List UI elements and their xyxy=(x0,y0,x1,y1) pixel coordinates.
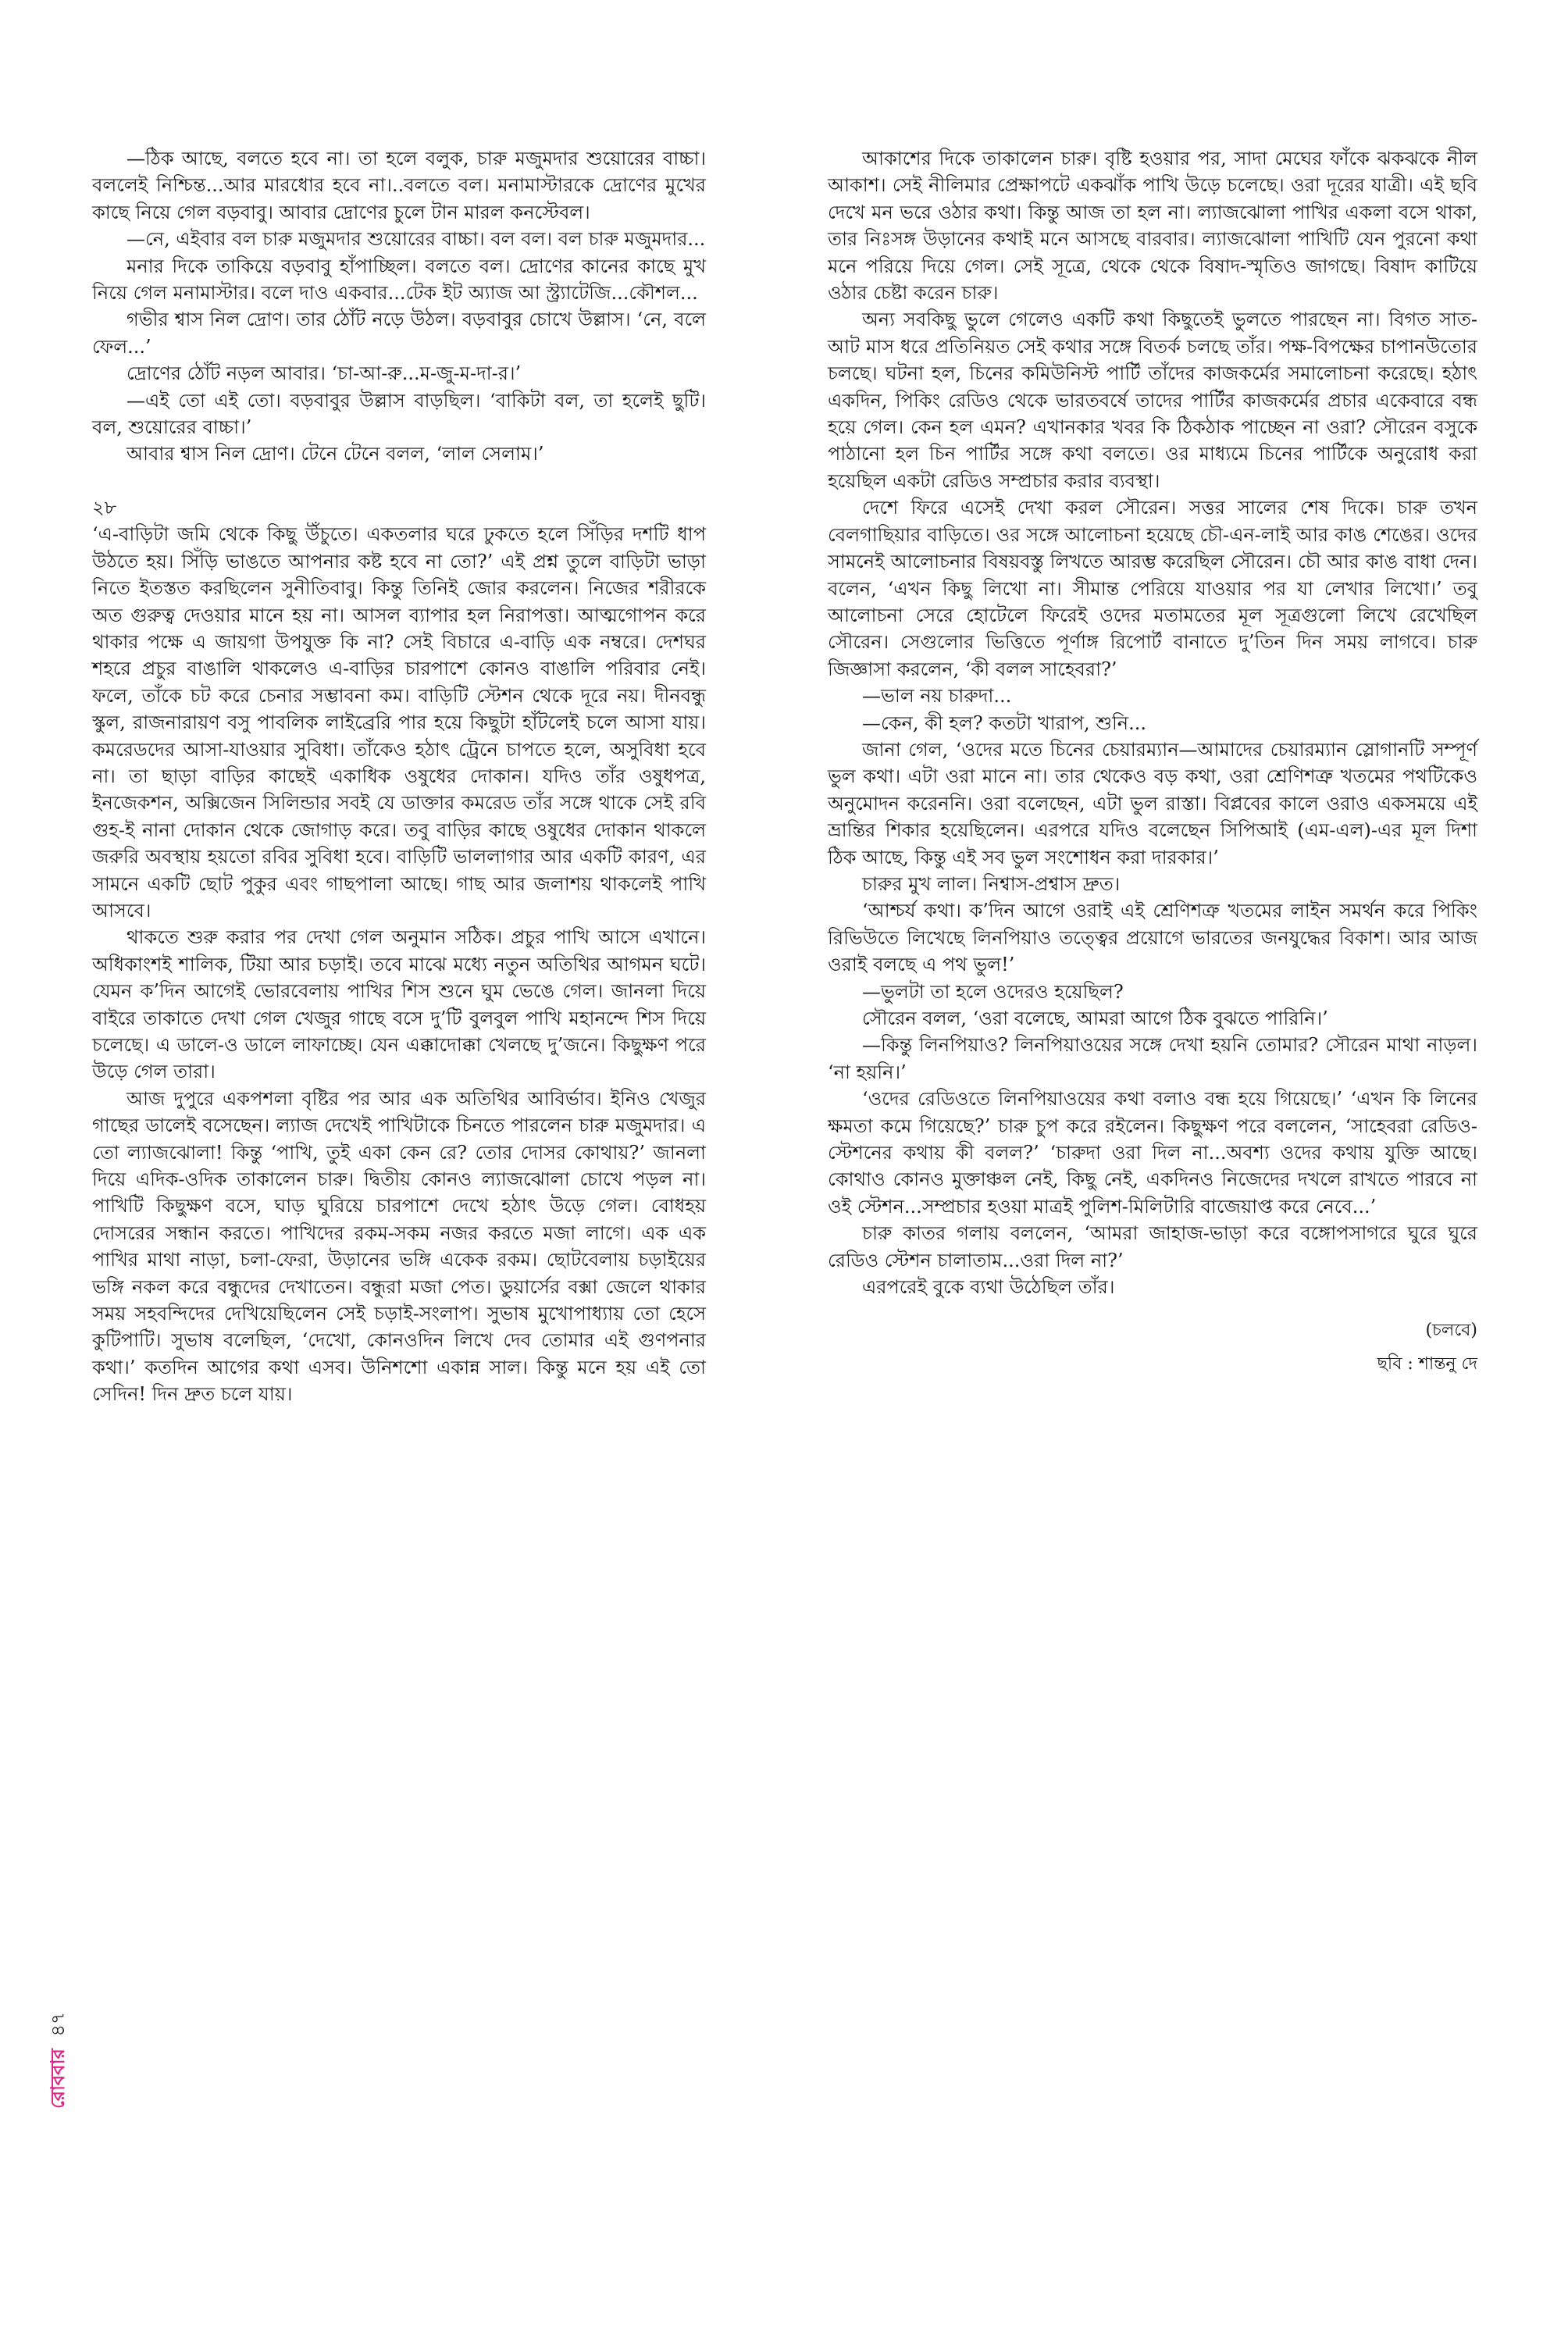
page-footer xyxy=(42,1851,73,2109)
paragraph: —ঠিক আছে, বলতে হবে না। তা হলে বলুক, চারু মজুমদার শুয়োরের বাচ্চা। বললেই নিশ্চিন্ত...আর মারধোর হবে না।..বলতে বল। মনামাস্টারকে দ্রোণের মুখের কাছে নিয়ে গেল বড়বাবু। আবার দ্রোণের চুলে টান মারল কনস্টেবল। xyxy=(92,148,706,223)
paragraph: —কেন, কী হল? কতটা খারাপ, শুনি... xyxy=(862,711,1147,734)
paragraph: ‘এ-বাড়িটা জমি থেকে কিছু উঁচুতে। একতলার ঘরে ঢুকতে হলে সিঁড়ির দশটি ধাপ উঠতে হয়। সিঁড়ি ভাঙতে আপনার কষ্ট হবে না তো?’ এই প্রশ্ন তুলে বাড়িটা ভাড়া নিতে ইতস্তত করছিলেন সুনীতিবাবু। কিন্তু তিনিই জোর করলেন। নিজের শরীরকে অত গুরুত্ব দেওয়ার মানে হয় না। আসল ব্যাপার হল নিরাপত্তা। আত্মগোপন করে থাকার পক্ষে এ জায়গা উপযুক্ত কি না? সেই বিচারে এ-বাড়ি এক নম্বরে। দেশঘর শহরে প্রচুর বাঙালি থাকলেও এ-বাড়ির চারপাশে কোনও বাঙালি পরিবার নেই। ফলে, তাঁকে চট করে চেনার সম্ভাবনা কম। বাড়িটি স্টেশন থেকে দূরে নয়। দীনবন্ধু স্কুল, রাজনারায়ণ বসু পাবলিক লাইব্রেরি পার হয়ে কিছুটা হাঁটলেই চলে আসা যায়। কমরেডদের আসা-যাওয়ার সুবিধা। তাঁকেও হঠাৎ ট্রেনে চাপতে হলে, অসুবিধা হবে না। তা ছাড়া বাড়ির কাছেই একাধিক ওষুধের দোকান। যদিও তাঁর ওষুধপত্র, ইনজেকশন, অক্সিজেন সিলিন্ডার সবই যে ডাক্তার কমরেড তাঁর সঙ্গে থাকে সেই রবি গুহ-ই নানা দোকান থেকে জোগাড় করে। তবু বাড়ির কাছে ওষুধের দোকান থাকলে জরুরি অবস্থায় হয়তো রবির সুবিধা হবে। বাড়িটি ভাললাগার আর একটি কারণ, এর সামনে একটি ছোট পুকুর এবং গাছপালা আছে। গাছ আর জলাশয় থাকলেই পাখি আসবে। xyxy=(92,523,706,922)
right-column xyxy=(828,145,1477,1378)
paragraph: —ভাল নয় চারুদা... xyxy=(862,685,1012,708)
paragraph: —নে, এইবার বল চারু মজুমদার শুয়োরের বাচ্চা। বল বল। বল চারু মজুমদার... xyxy=(127,228,706,251)
paragraph: —কিন্তু লিনপিয়াও? লিনপিয়াওয়ের সঙ্গে দেখা হয়নি তোমার? সৌরেন মাথা নাড়ল। ‘না হয়নি।’ xyxy=(828,1034,1477,1083)
paragraph: ‘আশ্চর্য কথা। ক’দিন আগে ওরাই এই শ্রেণিশত্রু খতমের লাইন সমর্থন করে পিকিং রিভিউতে লিখেছে লিনপিয়াও তত্ত্বের প্রয়োগে ভারতের জনযুদ্ধের বিকাশ। আর আজ ওরাই বলছে এ পথ ভুল!’ xyxy=(828,900,1477,976)
paragraph: —এই তো এই তো। বড়বাবুর উল্লাস বাড়ছিল। ‘বাকিটা বল, তা হলেই ছুটি। বল, শুয়োরের বাচ্চা।’ xyxy=(92,389,706,439)
continued-note: (চলবে) xyxy=(1425,1321,1477,1341)
paragraph: —ভুলটা তা হলে ওদেরও হয়েছিল? xyxy=(862,980,1124,1003)
magazine-name: রোববার xyxy=(47,2049,69,2109)
paragraph: আবার শ্বাস নিল দ্রোণ। টেনে টেনে বলল, ‘লাল সেলাম।’ xyxy=(127,443,544,465)
paragraph: চারু কাতর গলায় বললেন, ‘আমরা জাহাজ-ভাড়া করে বঙ্গোপসাগরে ঘুরে ঘুরে রেডিও স্টেশন চালাতাম...ওরা দিল না?’ xyxy=(828,1222,1477,1271)
page-number: ৪৭ xyxy=(47,2012,69,2037)
paragraph: থাকতে শুরু করার পর দেখা গেল অনুমান সঠিক। প্রচুর পাখি আসে এখানে। অধিকাংশই শালিক, টিয়া আর চড়াই। তবে মাঝে মধ্যে নতুন অতিথির আগমন ঘটে। যেমন ক’দিন আগেই ভোরবেলায় পাখির শিস শুনে ঘুম ভেঙে গেল। জানলা দিয়ে বাইরে তাকাতে দেখা গেল খেজুর গাছে বসে দু’টি বুলবুল পাখি মহানন্দে শিস দিয়ে চলেছে। এ ডালে-ও ডালে লাফাচ্ছে। যেন এক্কাদোক্কা খেলছে দু’জনে। কিছুক্ষণ পরে উড়ে গেল তারা। xyxy=(92,926,706,1083)
paragraph: ‘ওদের রেডিওতে লিনপিয়াওয়ের কথা বলাও বন্ধ হয়ে গিয়েছে।’ ‘এখন কি লিনের ক্ষমতা কমে গিয়েছে?’ চারু চুপ করে রইলেন। কিছুক্ষণ পরে বললেন, ‘সাহেবরা রেডিও-স্টেশনের কথায় কী বলল?’ ‘চারুদা ওরা দিল না...অবশ্য ওদের কথায় যুক্তি আছে। কোথাও কোনও মুক্তাঞ্চল নেই, কিছু নেই, একদিনও নিজেদের দখলে রাখতে পারবে না ওই স্টেশন...সম্প্রচার হওয়া মাত্রই পুলিশ-মিলিটারি বাজেয়াপ্ত করে নেবে...’ xyxy=(828,1088,1477,1218)
paragraph: সৌরেন বলল, ‘ওরা বলেছে, আমরা আগে ঠিক বুঝতে পারিনি।’ xyxy=(862,1007,1328,1029)
paragraph: অন্য সবকিছু ভুলে গেলেও একটি কথা কিছুতেই ভুলতে পারছেন না। বিগত সাত-আট মাস ধরে প্রতিনিয়ত সেই কথার সঙ্গে বিতর্ক চলছে তাঁর। পক্ষ-বিপক্ষের চাপানউতোর চলছে। ঘটনা হল, চিনের কমিউনিস্ট পার্টি তাঁদের কাজকর্মের সমালোচনা করেছে। হঠাৎ একদিন, পিকিং রেডিও থেকে ভারতবর্ষে তাদের পার্টির কাজকর্মের প্রচার একেবারে বন্ধ হয়ে গেল। কেন হল এমন? এখানকার খবর কি ঠিকঠাক পাচ্ছেন না ওরা? সৌরেন বসুকে পাঠানো হল চিন পার্টির সঙ্গে কথা বলতে। ওর মাধ্যমে চিনের পার্টিকে অনুরোধ করা হয়েছিল একটা রেডিও সম্প্রচার করার ব্যবস্থা। xyxy=(828,308,1477,492)
paragraph: চারুর মুখ লাল। নিশ্বাস-প্রশ্বাস দ্রুত। xyxy=(862,872,1121,895)
paragraph: মনার দিকে তাকিয়ে বড়বাবু হাঁপাচ্ছিল। বলতে বল। দ্রোণের কানের কাছে মুখ নিয়ে গেল মনামাস্টার। বলে দাও একবার...টেক ইট অ্যাজ আ স্ট্র্যাটেজি...কৌশল... xyxy=(92,255,706,305)
paragraph: দ্রোণের ঠোঁট নড়ল আবার। ‘চা-আ-রু...ম-জু-ম-দা-র।’ xyxy=(127,362,522,385)
paragraph: এরপরেই বুকে ব্যথা উঠেছিল তাঁর। xyxy=(862,1276,1115,1299)
paragraph: গভীর শ্বাস নিল দ্রোণ। তার ঠোঁট নড়ে উঠল। বড়বাবুর চোখে উল্লাস। ‘নে, বলে ফেল...’ xyxy=(92,308,706,358)
paragraph: জানা গেল, ‘ওদের মতে চিনের চেয়ারম্যান—আমাদের চেয়ারম্যান স্লোগানটি সম্পূর্ণ ভুল কথা। এটা ওরা মানে না। তার থেকেও বড় কথা, ওরা শ্রেণিশত্রু খতমের পথটিকেও অনুমোদন করেননি। ওরা বলেছেন, এটা ভুল রাস্তা। বিপ্লবের কালে ওরাও একসময়ে এই ভ্রান্তির শিকার হয়েছিলেন। এরপরে যদিও বলেছেন সিপিআই (এম-এল)-এর মূল দিশা ঠিক আছে, কিন্তু এই সব ভুল সংশোধন করা দারকার।’ xyxy=(828,738,1477,868)
paragraph: আকাশের দিকে তাকালেন চারু। বৃষ্টি হওয়ার পর, সাদা মেঘের ফাঁকে ঝকঝকে নীল আকাশ। সেই নীলিমার প্রেক্ষাপটে একঝাঁক পাখি উড়ে চলেছে। ওরা দূরের যাত্রী। এই ছবি দেখে মন ভরে ওঠার কথা। কিন্তু আজ তা হল না। ল্যাজঝোলা পাখির একলা বসে থাকা, তার নিঃসঙ্গ উড়ানের কথাই মনে আসছে বারবার। ল্যাজঝোলা পাখিটি যেন পুরনো কথা মনে পরিয়ে দিয়ে গেল। সেই সূত্রে, থেকে থেকে বিষাদ-স্মৃতিও জাগছে। বিষাদ কাটিয়ে ওঠার চেষ্টা করেন চারু। xyxy=(828,148,1477,305)
left-column xyxy=(92,145,706,1408)
paragraph: দেশে ফিরে এসেই দেখা করল সৌরেন। সত্তর সালের শেষ দিকে। চারু তখন বেলগাছিয়ার বাড়িতে। ওর সঙ্গে আলোচনা হয়েছে চৌ-এন-লাই আর কাঙ শেঙের। ওদের সামনেই আলোচনার বিষয়বস্তু লিখতে আরম্ভ করেছিল সৌরেন। চৌ আর কাঙ বাধা দেন। বলেন, ‘এখন কিছু লিখো না। সীমান্ত পেরিয়ে যাওয়ার পর যা লেখার লিখো।’ তবু আলোচনা সেরে হোটেলে ফিরেই ওদের মতামতের মূল সূত্রগুলো লিখে রেখেছিল সৌরেন। সেগুলোর ভিত্তিতে পূর্ণাঙ্গ রিপোর্ট বানাতে দু’তিন দিন সময় লাগবে। চারু জিজ্ঞাসা করলেন, ‘কী বলল সাহেবরা?’ xyxy=(828,497,1477,680)
paragraph: আজ দুপুরে একপশলা বৃষ্টির পর আর এক অতিথির আবির্ভাব। ইনিও খেজুর গাছের ডালেই বসেছেন। ল্যাজ দেখেই পাখিটাকে চিনতে পারলেন চারু মজুমদার। এ তো ল্যাজঝোলা! কিন্তু ‘পাখি, তুই একা কেন রে? তোর দোসর কোথায়?’ জানলা দিয়ে এদিক-ওদিক তাকালেন চারু। দ্বিতীয় কোনও ল্যাজঝোলা চোখে পড়ল না। পাখিটি কিছুক্ষণ বসে, ঘাড় ঘুরিয়ে চারপাশে দেখে হঠাৎ উড়ে গেল। বোধহয় দোসরের সন্ধান করতে। পাখিদের রকম-সকম নজর করতে মজা লাগে। এক এক পাখির মাথা নাড়া, চলা-ফেরা, উড়ানের ভঙ্গি একেক রকম। ছোটবেলায় চড়াইয়ের ভঙ্গি নকল করে বন্ধুদের দেখাতেন। বন্ধুরা মজা পেত। ডুয়ার্সের বক্সা জেলে থাকার সময় সহবন্দিদের দেখিয়েছিলেন সেই চড়াই-সংলাপ। সুভাষ মুখোপাধ্যায় তো হেসে কুটিপাটি। সুভাষ বলেছিল, ‘দেখো, কোনওদিন লিখে দেব তোমার এই গুণপনার কথা।’ কতদিন আগের কথা এসব। উনিশশো একান্ন সাল। কিন্তু মনে হয় এই তো সেদিন! দিন দ্রুত চলে যায়। xyxy=(92,1087,706,1406)
illustration-credit: ছবি : শান্তনু দে xyxy=(1377,1353,1477,1374)
chapter-number: ২৮ xyxy=(92,496,117,519)
